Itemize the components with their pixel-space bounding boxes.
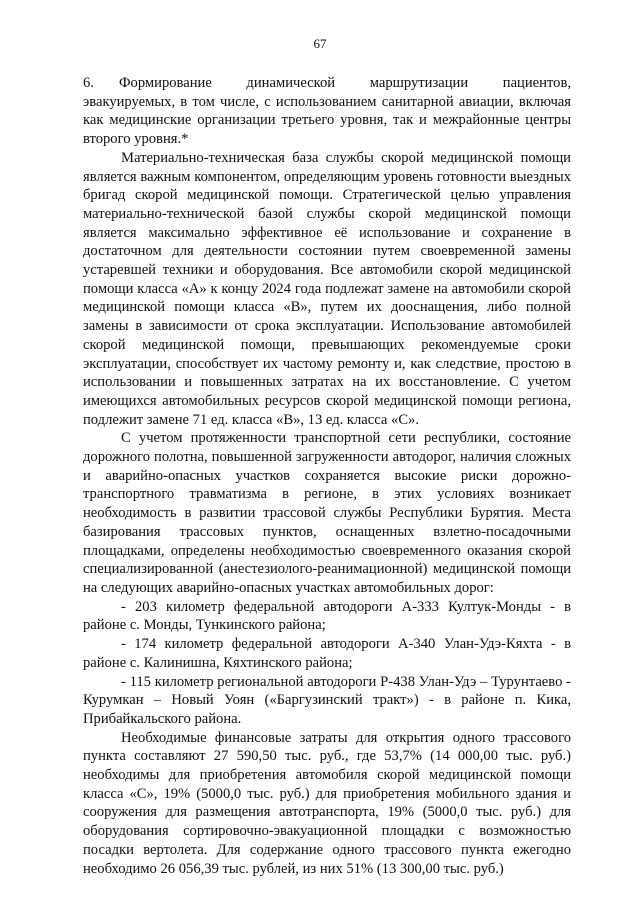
road-item-1: - 203 километр федеральной автодороги А-333 Култук-Монды - в районе с. Монды, Тункинского района; — [83, 598, 571, 634]
list-item-text: Формирование динамической маршрутизации пациентов, эвакуируемых, в том числе, с использованием санитарной авиации, включая как медицинские организации третьего уровня, так и межрайонные центры второго уровня.* — [83, 75, 571, 148]
paragraph-road-network: С учетом протяженности транспортной сети республики, состояние дорожного полотна, повышенной загруженности автодорог, наличия сложных и аварийно-опасных участков сохраняется высокие риски дорожно-транспортного травматизма в регионе, в этих условиях возникает необходимость в развитии трассовой службы Республики Бурятия. Места базирования трассовых пунктов, оснащенных взлетно-посадочными площадками, определены необходимостью своевременного оказания скорой специализированной (анестезиолого-реанимационной) медицинской помощи на следующих аварийно-опасных участках автомобильных дорог: — [83, 430, 571, 596]
page-number: 67 — [313, 36, 327, 51]
page-content — [83, 74, 571, 878]
paragraph-material-base: Материально-техническая база службы скорой медицинской помощи является важным компонентом, определяющим уровень готовности выездных бригад скорой медицинской помощи. Стратегической целью управления материально-технической базой службы скорой медицинской помощи является максимально эффективное её использование и сохранение в достаточном для деятельности состоянии путем своевременной замены устаревшей техники и оборудования. Все автомобили скорой медицинской помощи класса «А» к концу 2024 года подлежат замене на автомобили скорой медицинской помощи класса «В», путем их дооснащения, либо полной замены в зависимости от срока эксплуатации. Использование автомобилей скорой медицинской помощи, превышающих рекомендуемые сроки эксплуатации, способствует их частому ремонту и, как следствие, простою в использовании и повышенных затратах на их восстановление. С учетом имеющихся автомобильных ресурсов скорой медицинской помощи региона, подлежит замене 71 ед. класса «В», 13 ед. класса «С». — [83, 149, 571, 428]
paragraph-financial-costs: Необходимые финансовые затраты для открытия одного трассового пункта составляют 27 590,50 тыс. руб., где 53,7% (14 000,00 тыс. руб.) необходимы для приобретения автомобиля скорой медицинской помощи класса «С», 19% (5000,0 тыс. руб.) для приобретения мобильного здания и сооружения для размещения автотранспорта, 19% (5000,0 тыс. руб.) для оборудования сортировочно-эвакуационной площадки с возможностью посадки вертолета. Для содержание одного трассового пункта ежегодно необходимо 26 056,39 тыс. рублей, из них 51% (13 300,00 тыс. руб.) — [83, 729, 571, 877]
list-number: 6. — [83, 75, 94, 91]
road-item-3: - 115 километр региональной автодороги Р-438 Улан-Удэ – Турунтаево - Курумкан – Новый Уоян («Баргузинский тракт») - в районе п. Кика, Прибайкальского района. — [83, 673, 571, 727]
road-item-2: - 174 километр федеральной автодороги А-340 Улан-Удэ-Кяхта - в районе с. Калинишна, Кяхтинского района; — [83, 636, 571, 671]
paragraph-list-item-6 — [83, 74, 571, 149]
